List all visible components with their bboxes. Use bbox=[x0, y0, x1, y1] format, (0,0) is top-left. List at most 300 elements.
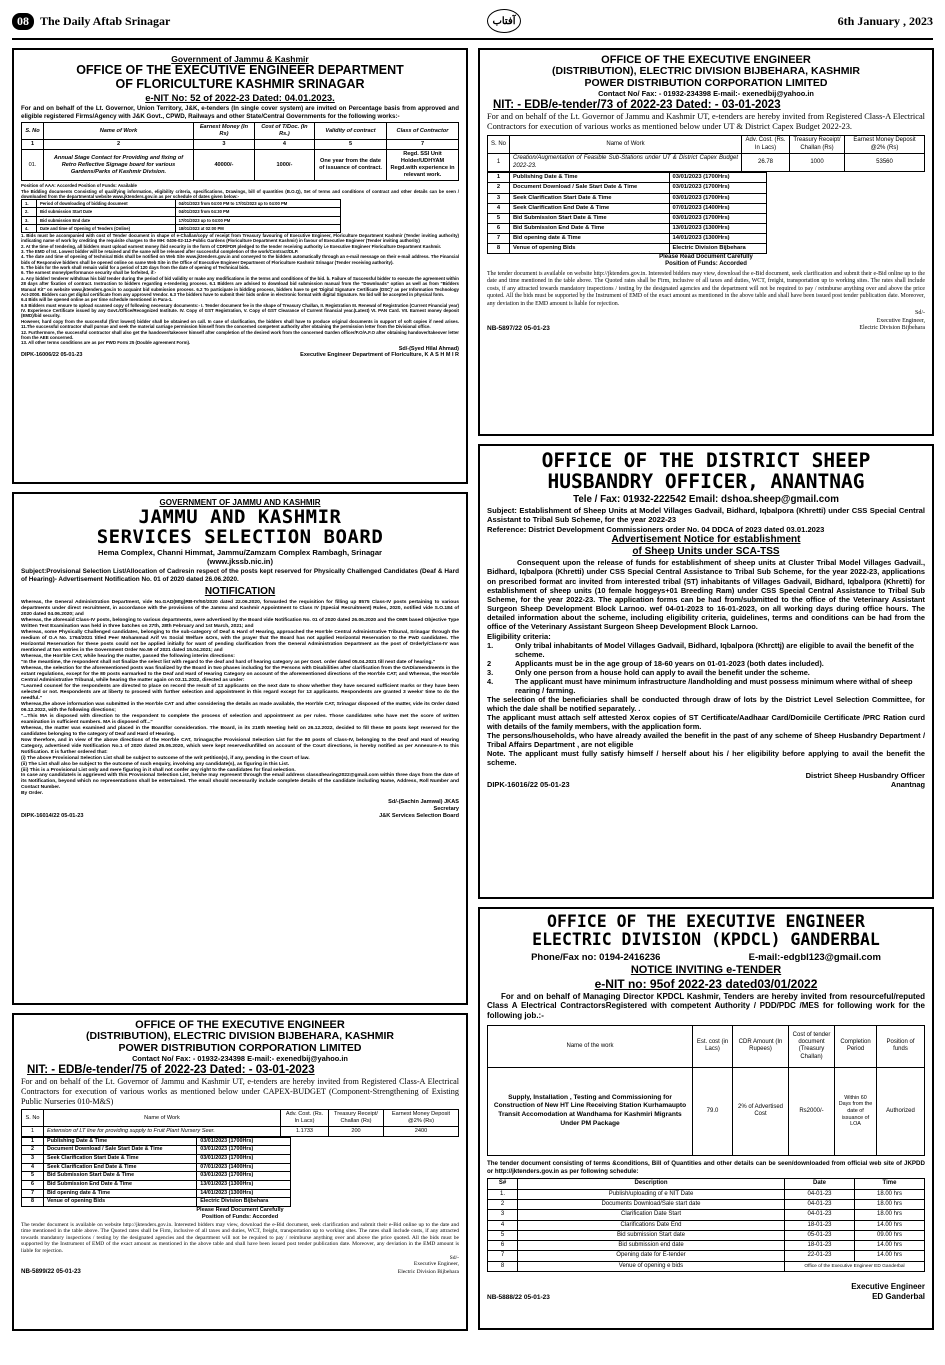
condition-item: 2. At the time of tendering, all bidders must upload earnest money /bid security in the form of CDR/FDR pledged to the tender receiving authority i.e Executive Engineer Floriculture Department Kashmir. bbox=[21, 243, 442, 249]
table-cell: 09.00 hrs bbox=[855, 1230, 925, 1240]
table-cell: Opening date for E-tender bbox=[518, 1251, 785, 1261]
table-row bbox=[488, 1261, 925, 1271]
newspaper-logo: آفتاب bbox=[487, 9, 521, 33]
paragraph: Whereas, the aforesaid Class-IV posts, belonging to various departments, were advertised by the Board vide Notification No. 01 of 2020 dated 26.06.2020 and the OMR based Objective Type Written Test Examination was held in three batches on 27th, 28th February and 1st March, 2021; and bbox=[21, 617, 459, 629]
by-order: By Order. bbox=[21, 791, 44, 797]
table-cell: 5 bbox=[488, 1230, 518, 1240]
table-cell: Rs2000/- bbox=[789, 1067, 835, 1155]
table-row bbox=[488, 1210, 925, 1220]
table-cell: 04-01-23 bbox=[785, 1210, 855, 1220]
table-row bbox=[22, 200, 341, 208]
notification-heading: NOTIFICATION bbox=[204, 585, 276, 597]
table-cell: 6 bbox=[488, 1241, 518, 1251]
table-header: S. No bbox=[22, 1110, 44, 1127]
ad-title: (DISTRIBUTION), ELECTRIC DIVISION BIJBEHARA, KASHMIR bbox=[551, 65, 860, 78]
table-cell: 03/01/2023 (1700Hrs) bbox=[669, 193, 766, 203]
table-cell: Bid Submission Start Date & Time bbox=[510, 213, 670, 223]
table-cell: 5 bbox=[315, 140, 387, 150]
table-cell: 2 bbox=[488, 1199, 518, 1209]
paragraph: "Learned counsel for the respondents are directed to place on record the result of 13 applicants on the next date to show whether they have secured sufficient marks or they have been selected or not. Respondents are at liberty to proceed with further selection and appointment in this regard except for 13 applicants. Respondents are granted 3 weeks' time to do the needful." bbox=[21, 683, 459, 701]
table-row bbox=[22, 1198, 291, 1207]
funds-status: Position of Funds: Accorded bbox=[201, 1213, 279, 1220]
table-header: S. No bbox=[22, 123, 44, 140]
ad-title: OF FLORICULTURE KASHMIR SRINAGAR bbox=[115, 77, 365, 92]
table-row bbox=[22, 1146, 291, 1155]
table-cell: 05-01-23 bbox=[785, 1230, 855, 1240]
table-cell: Bid submission Start Date bbox=[37, 208, 176, 216]
signatory-org: Electric Division Bijbehara bbox=[397, 1269, 459, 1276]
table-cell: 14.00 hrs bbox=[855, 1220, 925, 1230]
intro-text: For and on behalf of the Lt. Governor of Jammu and Kashmir UT, e-tenders are hereby invited from Registered Class-A Electrical Contractors for execution of various works as mentioned below under UT & District Capex Budget 2022-23. bbox=[487, 112, 925, 132]
paragraph: Whereas, the matter was examined and placed in the Boardfor consideration. The Board, in its 216th Meeting held on 26.12.2022, decided to fill these 80 posts kept reserved for the candidates belonging to the category of Deaf and Hard of Hearing. bbox=[21, 725, 459, 737]
table-row bbox=[488, 1189, 925, 1199]
table-cell: 03/01/2023 (1700Hrs) bbox=[197, 1172, 291, 1181]
table-header: Name of Work bbox=[44, 1110, 281, 1127]
table-cell: 07/01/2023 (1400Hrs) bbox=[197, 1163, 291, 1172]
table-cell: 1 bbox=[488, 173, 510, 183]
ad-bijbehara-75 bbox=[12, 1013, 468, 1331]
condition-item: 3. The EMD of Ist. Lowest bidder will be retained and the same will be released after successful completion of the work/Contract/DLP. bbox=[21, 248, 299, 254]
table-cell: 40000/- bbox=[194, 150, 255, 181]
list-item: (i) The above Provisional Selection List shall be subject to outcome of the writ petition(s), if any, pending in the Court of law. bbox=[21, 755, 310, 761]
condition-item: 12. Furthermore, the successful contractor shall also get the handover/takeover himself after completion of the desired work from the concerned Garden officer/F.O/A.F.O after obtaining handover/takeover letter from the AEE concerned. bbox=[21, 329, 459, 340]
table-row bbox=[488, 243, 767, 253]
list-item: 4. The applicant must have minimum infrastructure /landholding and must possess minimum where withal of sheep rearing / farming. bbox=[487, 676, 913, 695]
table-cell: Supply, Installation , Testing and Commissioning for Construction of New HT Line Receiving Station Kurhamaupto Transit Accomodation at Wandhama for Kashmiri Migrants Under PM Package bbox=[488, 1067, 693, 1155]
newspaper-name: The Daily Aftab Srinagar bbox=[40, 13, 171, 28]
table-cell: 6 bbox=[22, 1181, 44, 1190]
signatory-title: Executive Engineer, bbox=[413, 1261, 459, 1268]
intro-text: For and on behalf of the Lt. Governor of Jammu and Kashmir UT, e-tenders are hereby invited from Registered Class-A Electrical Contractors for execution of various works as mentioned below under CAPEX-BUDGET (Component-Strengthening of Existing Public Nurseries 010-M&S) bbox=[21, 1077, 459, 1106]
list-item: In case any candidate/s is aggrieved with this Provisional Selection List, he/she may represent through the email address class4hearing2022@gmail.com within three days from the date of its Notification, beyond which no representations shall be entertained. The email should necessarily include complete details of the candidate including Name, Address, Roll Number and Contact Number. bbox=[21, 773, 459, 791]
table-header: Validity of contract bbox=[315, 123, 387, 140]
address: Hema Complex, Channi Himmat, Jammu/Zamzam Complex Rambagh, Srinagar bbox=[98, 547, 382, 557]
table-row bbox=[22, 150, 459, 181]
table-cell: 04-01-23 bbox=[785, 1199, 855, 1209]
table-cell: Venue of opening e bids bbox=[518, 1261, 785, 1271]
tender-note: The tender document consisting of terms &conditions, Bill of Quantities and other details can be seen/downloaded from official web site of JKPDD or http://jktenders.gov.in as per following schedule: bbox=[487, 1159, 925, 1175]
table-cell: Bid Submission Start Date & Time bbox=[44, 1172, 197, 1181]
ad-title: OFFICE OF THE EXECUTIVE ENGINEER bbox=[601, 54, 811, 66]
table-cell: 1. bbox=[488, 1189, 518, 1199]
table-cell: 13/01/2023 (1300Hrs) bbox=[197, 1181, 291, 1190]
paragraph: Whereas, some Physically Challenged candidates, belonging to the sub-category of Deaf & Hard of Hearing, approached the Hon'ble Central Administrative Tribunal, Srinagar through the medium of O.A No. 1764/2021 titled Peer Mohammad Arif Vs Social Welfare &Ors, with the prayer that the Board has not applied Horizontal Reservation to the PwD candidates. The Horizontal Reservation for these posts could not be applied initially for want of pending clarification from the General Administration Department as the post of Orderly/Class-IV was mentioned at two entries in the Government Order No.59 of 2021 dated 15.04.2021; and bbox=[21, 629, 459, 653]
table-cell: Document Download / Sale Start Date & Time bbox=[44, 1146, 197, 1155]
table-cell: 4 bbox=[488, 1220, 518, 1230]
table-cell: 2 bbox=[488, 183, 510, 193]
schedule-table bbox=[487, 172, 767, 254]
ad-title: SERVICES SELECTION BOARD bbox=[96, 525, 384, 548]
ad-title: POWER DISTRIBUTION CORPORATION LIMITED bbox=[584, 76, 828, 89]
table-cell: 7 bbox=[488, 233, 510, 243]
table-cell: Annual Stage Contact for Providing and fixing of Retro Reflective Signage board for various Gardens/Parks of Kashmir Division. bbox=[44, 150, 194, 181]
read-notice: Please Read Document Carefully bbox=[196, 1207, 284, 1214]
table-row bbox=[488, 1241, 925, 1251]
signature: Sd/-(Syed Hilal Ahmad) bbox=[398, 345, 459, 352]
table-cell: Venue of opening Bids bbox=[510, 243, 670, 253]
table-cell: Bid submission End date bbox=[37, 216, 176, 224]
paragraph: The applicant must attach self attested Xerox copies of ST Certificate/Aadhaar Card/Domicile Certificate /PRC Ration curd with details of the family members, with the application form. bbox=[487, 713, 925, 732]
table-row bbox=[488, 1199, 925, 1209]
gov-heading: Government of Jammu & Kashmir bbox=[171, 54, 309, 64]
condition-item: 6.4 Bids will be opened online as per time schedule mentioned in Para-1. bbox=[21, 297, 173, 303]
table-cell: 13/01/2023 (1300Hrs) bbox=[669, 223, 766, 233]
table-row bbox=[22, 1172, 291, 1181]
table-cell: Bid opening date & Time bbox=[44, 1189, 197, 1198]
bidding-text: The Bidding documents Consisting of qualifying information, eligibility criteria, specifications, Drawings, bill of quantities (B.O.Q), Set of terms and conditions of contract and other details can be seen / downloaded from the departmental website www.jktenders.gov.in as per schedule of dates given below:- bbox=[21, 188, 459, 199]
table-header: Adv. Cost. (Rs. In Lacs) bbox=[742, 136, 790, 154]
table-cell: 2 bbox=[22, 1146, 44, 1155]
nit-number: e-NIT no: 95of 2022-23 dated03/01/2022 bbox=[594, 976, 818, 991]
table-cell: 14/01/2023 (1300Hrs) bbox=[669, 233, 766, 243]
table-row bbox=[22, 1163, 291, 1172]
table-cell: 4. bbox=[22, 224, 37, 232]
criteria-list bbox=[487, 641, 925, 695]
intro-text: For and on behalf of the Lt. Governor, Union Territory, J&K, e-tenders (In single cover system) are invited on Percentage basis from approved and eligible registered Firms/Agency with J&K Govt., CPWD, Railways and other State/Central Governments for the following works:- bbox=[21, 105, 459, 120]
table-row bbox=[22, 1126, 459, 1136]
table-row bbox=[22, 216, 341, 224]
ad-title: OFFICE OF THE EXECUTIVE ENGINEER bbox=[547, 912, 865, 931]
signatory-org: Electric Division Bijbehara bbox=[859, 325, 925, 332]
table-row bbox=[488, 213, 767, 223]
table-cell: 3 bbox=[488, 193, 510, 203]
read-notice: Please Read Document Carefully bbox=[659, 253, 753, 260]
list-item: 3. Only one person from a house hold can apply to avail the benefit under the scheme. bbox=[487, 667, 810, 677]
table-cell: 8 bbox=[488, 243, 510, 253]
dipk-number: DIPK-16016/22 05-01-23 bbox=[487, 780, 570, 790]
nb-number: NB-5899/22 05-01-23 bbox=[21, 1268, 81, 1276]
table-cell: 3 bbox=[194, 140, 255, 150]
table-cell: Documents Download/Sale start date bbox=[518, 1199, 785, 1209]
signatory: Executive Engineer Department of Floriculture, K A S H M I R bbox=[300, 352, 459, 359]
table-header: Treasury Receipt/ Challan (Rs) bbox=[329, 1110, 384, 1127]
website: (www.jkssb.nic.in) bbox=[207, 556, 273, 566]
ad-title: OFFICE OF THE EXECUTIVE ENGINEER bbox=[135, 1019, 345, 1031]
notification-body bbox=[21, 600, 459, 797]
table-cell: 4 bbox=[488, 203, 510, 213]
table-cell: 79.0 bbox=[693, 1067, 733, 1155]
aaa-status: Position of AAA: Accorded Position of Funds: Available bbox=[21, 183, 137, 189]
table-cell: Date and time of Opening of Tenders (Online) bbox=[37, 224, 176, 232]
ad-title: (DISTRIBUTION), ELECTRIC DIVISION BIJBEHARA, KASHMIR bbox=[85, 1030, 394, 1043]
table-cell: 200 bbox=[329, 1126, 384, 1136]
notice-heading: NOTICE INVITING e-TENDER bbox=[630, 963, 782, 976]
schedule-table bbox=[21, 199, 341, 233]
table-cell: 14.00 hrs bbox=[855, 1241, 925, 1251]
table-cell: 01. bbox=[22, 150, 44, 181]
table-cell: Venue of opening Bids bbox=[44, 1198, 197, 1207]
table-cell: 1000 bbox=[790, 154, 845, 172]
paragraph: Whereas,the above information was submitted in the Hon'ble CAT and after considering the details as made available, the Hon'ble CAT, Srinagar disposed of the matter, vide its Order dated 06.12.2022, with the following directions; bbox=[21, 701, 459, 713]
table-cell: Seek Clarification End Date & Time bbox=[44, 1163, 197, 1172]
table-cell: Within 60 Days from the date of issuance of LOA bbox=[835, 1067, 877, 1155]
paragraph: The persons/households, who have already availed the benefit in the past of any scheme of Sheep Husbandry Department / Tribal Affairs Department , are not eligible bbox=[487, 731, 925, 750]
terms-text bbox=[487, 695, 925, 767]
table-cell: 7 bbox=[488, 1251, 518, 1261]
condition-item: 6. The earnest money/performance security shall be forfeited, if:- bbox=[21, 270, 157, 276]
tender-note: The tender document is available on website http://jktenders.gov.in. Interested bidders may view, download the e-Bid document, seek clarification and submit their e-Bid online up to the date and time mentioned in the table above. The Quoted rates shall be Firm, inclusive of all taxes and duties, WCT, freight, transportation up to working sites. The rates shall include costs, if any attracted towards mandatory inspections / testing by the designated agencies and the department will not be required to pay / reimburse anything over and above the price quoted. All the bids must be supported by the Instrument of EMD of the exact amount as mentioned in the above table and shall have been issued post tender publication date. Moreover, any deviation in the EMD amount is liable for rejection. bbox=[21, 1221, 459, 1255]
tender-note: The tender document is available on website http://jktenders.gov.in. Interested bidders may view, download the e-Bid document, seek clarification and submit their e-Bid online up to the date and time mentioned in the table above. The Quoted rates shall be Firm, inclusive of all taxes and duties, WCT, freight, transportation up to working sites. The rates shall include costs, if any attracted towards mandatory inspections / testing by the designated agencies and the department will not be required to pay / reimburse anything over and above the price quoted. All the bids must be supported by the Instrument of EMD of the exact amount as mentioned in the above table and shall have been issued post tender publication date. Moreover, any deviation in the EMD amount is liable for rejection. bbox=[487, 270, 925, 307]
intro-text: For and on behalf of Managing Director KPDCL Kashmir, Tenders are hereby invited from resourceful/reputed Class A Electrical ContractorsRegistered with competent Authority / PDD/PDC /MES for following work for the following job.:- bbox=[487, 991, 925, 1021]
issue-date: 6th January , 2023 bbox=[837, 13, 933, 28]
nit-number: e-NIT No: 52 of 2022-23 Dated: 04.01.2023. bbox=[145, 92, 335, 104]
table-cell: 8 bbox=[22, 1198, 44, 1207]
table-cell: Publishing Date & Time bbox=[510, 173, 670, 183]
reference: Reference: District Development Commissioners order No. 04 DDCA of 2023 dated 03.01.2023 bbox=[487, 524, 825, 534]
table-header: Cost of tender document (Treasury Challan) bbox=[789, 1025, 835, 1067]
table-header: Treasury Receipt/ Challan (Rs) bbox=[790, 136, 845, 154]
table-row bbox=[22, 224, 341, 232]
table-header: Name of Work bbox=[44, 123, 194, 140]
ad-ganderbal bbox=[478, 907, 934, 1330]
table-cell: 14/01/2023 (1300Hrs) bbox=[197, 1189, 291, 1198]
condition-item: 5. The bids for the work shall remain valid for a period of 120 days from the date of opening of Technical bids. bbox=[21, 265, 250, 271]
condition-item: 4. The date and time of opening of technical Bids shall be notified on Web Site www.jktenders.gov.in and conveyed to the bidders automatically through an e-mail message on their e-mail address. The Financial bids of Responsive bidders shall be opened online on same Web Site in the Office of Executive Engineer Department of Floriculture Kashmir Srinagar (Tender receiving authority). bbox=[21, 254, 459, 265]
table-cell: 22-01-23 bbox=[785, 1251, 855, 1261]
table-cell: 18-01-23 bbox=[785, 1220, 855, 1230]
table-cell: 04-01-23 bbox=[785, 1189, 855, 1199]
table-row bbox=[488, 154, 925, 172]
table-header: S# bbox=[488, 1179, 518, 1189]
list-item: 2 Applicants must be in the age group of 18-60 years on 01-01-2023 (both dates included). bbox=[487, 658, 824, 668]
table-header: Earnest Money Deposit @2% (Rs) bbox=[845, 136, 925, 154]
table-header: Adv. Cost. (Rs. In Lacs) bbox=[281, 1110, 329, 1127]
table-cell: 1.1733 bbox=[281, 1126, 329, 1136]
works-table bbox=[21, 1109, 459, 1136]
paragraph: "In the meantime, the respondent shall not finalize the select list with regard to the deaf and hard of hearing category as per Govt. order dated 05.04.2021 till next date of hearing." bbox=[21, 659, 436, 665]
table-cell: 8 bbox=[488, 1261, 518, 1271]
table-cell: Regd. SSI Unit Holder/UDHYAM Regd.with experience in relevant work. bbox=[387, 150, 459, 181]
table-cell: 5 bbox=[22, 1172, 44, 1181]
table-header: Est. cost (in Lacs) bbox=[693, 1025, 733, 1067]
table-cell: Bid opening date & Time bbox=[510, 233, 670, 243]
page-header bbox=[12, 4, 933, 40]
funds-status: Position of Funds: Accorded bbox=[665, 261, 747, 268]
condition-item: 13. All other terms conditions are as per PWD Form 25 (Double agreement Form). bbox=[21, 340, 191, 346]
table-cell: Seek Clarification End Date & Time bbox=[510, 203, 670, 213]
table-cell: 18.00 hrs bbox=[855, 1199, 925, 1209]
table-cell: Clarifications Date End bbox=[518, 1220, 785, 1230]
table-cell: Clarification Date Start bbox=[518, 1210, 785, 1220]
ad-title: ELECTRIC DIVISION (KPDCL) GANDERBAL bbox=[532, 930, 880, 950]
table-cell: 1000/- bbox=[254, 150, 314, 181]
table-cell: 1 bbox=[488, 154, 510, 172]
table-row bbox=[488, 1220, 925, 1230]
condition-item: 6.5 Bidders must ensure to upload scanned copy of following necessary documents:- I. Tender document fee in the shape of Treasury Challan, II. Registration III. Renewal of Registration (Current Financial year) IV. Experience Certificate issued by any Govt./Office/Recognized Institute. IV. Copy of GST Registration, V. Copy of GST Clearance of Current financial year.(Latest) VI. PAN Card. VII. Earnest money deposit (EMD)/bid security. bbox=[21, 302, 459, 319]
table-header: S. No bbox=[488, 136, 510, 154]
paragraph: Note. The applicant must fully satisfy himself / herself about his / her eligibility before applying to avail the benefit the scheme. bbox=[487, 749, 925, 768]
table-row bbox=[22, 1189, 291, 1198]
table-cell: 03/01/2023 (1700Hrs) bbox=[197, 1155, 291, 1164]
table-cell: 18/01/2023 at 02:00 PM bbox=[175, 224, 340, 232]
table-cell: 7 bbox=[387, 140, 459, 150]
schedule-table bbox=[21, 1137, 291, 1207]
dipk-number: DIPK-16014/22 05-01-23 bbox=[21, 813, 84, 820]
table-header: Time bbox=[855, 1179, 925, 1189]
table-header: Class of Contractor bbox=[387, 123, 459, 140]
eligibility-heading: Eligibility criteria: bbox=[487, 631, 551, 641]
signatory-title: District Sheep Husbandry Officer bbox=[805, 771, 925, 781]
email-address: E-mail:-edgbl123@gmail.com bbox=[748, 951, 881, 963]
gov-heading: GOVERNMENT OF JAMMU AND KASHMIR bbox=[159, 498, 321, 507]
table-cell: 53560 bbox=[845, 154, 925, 172]
table-header: Date bbox=[785, 1179, 855, 1189]
schedule-table bbox=[487, 1178, 925, 1272]
table-row bbox=[488, 1230, 925, 1240]
table-cell: Creation/Augmentation of Feasible Sub-Stations under UT & District Capex Budget 2022-23. bbox=[510, 154, 742, 172]
table-cell: Bid submission Start date bbox=[518, 1230, 785, 1240]
table-cell: Bid Submission End Date & Time bbox=[510, 223, 670, 233]
table-cell: Bid Submission End Date & Time bbox=[44, 1181, 197, 1190]
table-header: Earnest Money (In Rs) bbox=[194, 123, 255, 140]
table-row bbox=[488, 233, 767, 243]
list-item: (ii) The List shall also be subject to the outcome of such enquiry, involving any candidate(s), as figuring in this List. bbox=[21, 761, 290, 767]
signature: Sd/- bbox=[449, 1254, 459, 1261]
ad-sheep-husbandry bbox=[478, 444, 934, 899]
dipk-number: DIPK-16006/22 05-01-23 bbox=[21, 352, 83, 359]
table-cell: Electric Division Bijbehara bbox=[197, 1198, 291, 1207]
works-table bbox=[487, 1025, 925, 1156]
table-cell: 18-01-23 bbox=[785, 1241, 855, 1251]
subject: Subject: Establishment of Sheep Units at Model Villages Gadvail, Bidhard, Iqbalpora (Khretti) under CSS Special Central Assistant to Tribal Sub Scheme, for the year 2022-23 bbox=[487, 506, 925, 525]
table-header: Completion Period bbox=[835, 1025, 877, 1067]
table-cell: 3. bbox=[22, 216, 37, 224]
table-cell: Authorized bbox=[877, 1067, 925, 1155]
table-cell: 03/01/2023 (1700Hrs) bbox=[197, 1146, 291, 1155]
table-row bbox=[488, 223, 767, 233]
condition-item: However, hard copy from the successful (first lowest) bidder shall be obtained on call. In case of clarification, the bidders shall have to produce original documents in support of soft copies if need arises. 11.The successful contractor shall pursue and seek the material carriage permission himself from the concerned competent authority after obtaining the permission letter from the Divisional office. bbox=[21, 318, 459, 330]
paragraph: "...This MA is disposed with direction to the respondent to complete the process of selection and appointment as per rules. Those candidates who have met the score of written examination in sufficient numbers. MA is disposed off..." bbox=[21, 713, 459, 725]
table-header: Name of Work bbox=[510, 136, 742, 154]
contact-info: Contact No/ Fax: - 01932-234398 E-mail:- exenedbij@yahoo.in bbox=[132, 1054, 348, 1064]
ad-title: HUSBANDRY OFFICER, ANANTNAG bbox=[547, 470, 865, 494]
table-header: Name of the work bbox=[488, 1025, 693, 1067]
paragraph: The selection of the beneficiaries shall be conducted through draw of lots by the District Level Selection Committee, for which the dale shall be notified separately. . bbox=[487, 694, 925, 713]
conditions-list bbox=[21, 233, 459, 346]
phone-number: Phone/Fax no: 0194-2416236 bbox=[531, 951, 661, 963]
table-cell: 07/01/2023 (1400Hrs) bbox=[669, 203, 766, 213]
ad-title: POWER DISTRIBUTION CORPORATION LIMITED bbox=[118, 1041, 362, 1054]
signature: Sd/- bbox=[914, 310, 925, 317]
table-header: Earnest Money Deposit @2% (Rs) bbox=[384, 1110, 459, 1127]
ad-floriculture bbox=[12, 48, 468, 484]
table-row bbox=[22, 1181, 291, 1190]
paragraph: Whereas, the Hon'ble CAT, while hearing the matter, passed the following interim directions: bbox=[21, 653, 235, 659]
table-row bbox=[488, 1067, 925, 1155]
table-cell: 04/01/2023 from 04:30 PM bbox=[175, 208, 340, 216]
ad-bijbehara-73 bbox=[478, 48, 934, 436]
table-row bbox=[22, 208, 341, 216]
subject: Subject:Provisional Selection List/Allocation of Cadresin respect of the posts kept reserved for Physically Challenged Candidates (Deaf & Hard of Hearing)- Advertisement Notification No. 01 of 2020 dated 26.06.2020. bbox=[21, 568, 459, 583]
paragraph: Now therefore, and in view of the above directions of the Hon'ble CAT, Srinagar,the Provisional Selection List for the 80 posts of Class-IV, belonging to the Deaf and Hard of Hearing Category, advertised vide Notification No.1 of 2020 dated 26.06.2020, which were kept reserved/unfilled on account of the Court directions, is hereby notified as per Annexure-A to this Notification. It is further ordered that: bbox=[21, 737, 459, 755]
table-cell: Electric Division Bijbehara bbox=[669, 243, 766, 253]
notice-heading: Advertisement Notice for establishment bbox=[611, 533, 801, 545]
table-cell: 3 bbox=[22, 1155, 44, 1164]
table-cell: 17/01/2023 up to 04:00 PM bbox=[175, 216, 340, 224]
table-row bbox=[488, 1251, 925, 1261]
nit-number: NIT: - EDB/e-tender/75 of 2022-23 Dated: - 03-01-2023 bbox=[27, 1064, 315, 1077]
contact-info: Tele / Fax: 01932-222542 Email: dshoa.sheep@gmail.com bbox=[573, 494, 839, 506]
list-item: 1. Only tribal inhabitants of Model Villages Gadvail, Bidhard, Iqbalpora (Khrcttj) are eligible to avail the benefit of the scheme. bbox=[487, 640, 915, 659]
paragraph: Whereas, the General Administration Department, vide No.GAD(Mtg)RB-IV/50/2020 dated 22.06.2020, forwarded the requisition for filling up 8575 Class-IV posts pertaining to various departments under direct recruitment, in accordance with the provisions of the Jammu and Kashmir Appointment to Class IV (Special Recruitment) Rules, 2020, notified vide S.O.184 of 2020 dated 04.06.2020; and bbox=[21, 599, 459, 617]
notice-heading: of Sheep Units under SCA-TSS bbox=[632, 545, 780, 557]
table-cell: 5 bbox=[488, 213, 510, 223]
table-cell: Period of downloading of bidding document bbox=[37, 200, 176, 208]
contact-info: Contact No/ Fax: - 01932-234398 E-mail:- exenedbij@yahoo.in bbox=[598, 89, 814, 99]
signatory-title: Executive Engineer, bbox=[876, 317, 925, 324]
table-cell: Bid submission end date bbox=[518, 1241, 785, 1251]
table-cell: 1 bbox=[22, 1126, 44, 1136]
table-cell: Publishing Date & Time bbox=[44, 1137, 197, 1146]
main-paragraph: Consequent upon the release of funds for establishment of sheep units at Cluster Tribal Model Villages Gadvail., Bidhard, Iqbalpora (Khretti) under CSS Special Central Assistance to Tribal Sub Scheme, for the year 2022-23, applications on prescribed format arc invited from interested tribal (ST) inhabitants of Villages Gadvail, Bidhard, Iqbalpora (Khretti) for establishment of sheep units (10 female hoggeys+01 Breeding Ram) under CSS Special Central Assistance to Tribal Sub Scheme, for the year 2022-23. The application forms can be had from/submitted to the office of the Veterinary Assistant Surgeon Sheep Development Block Larnoo. wef 04-01-2023 to 16-01-2023, on all working days during office hours. The detailed information about the scheme, including eligibility criteria, guidelines, terms and conditions can be had from the office of the Veterinary Assistant Surgeon Sheep Development Block Larnoo. bbox=[487, 558, 925, 632]
table-cell: 03/01/2023 (1700Hrs) bbox=[669, 183, 766, 193]
table-cell: 7 bbox=[22, 1189, 44, 1198]
table-cell: 2 bbox=[44, 140, 194, 150]
table-cell: 4 bbox=[22, 1163, 44, 1172]
signatory-org: ED Ganderbal bbox=[872, 1291, 925, 1301]
works-table bbox=[487, 135, 925, 172]
paragraph: Whereas, the selection for the aforementioned posts was finalized by the Board in two phases including for the Persons with Disabilities after clarification from the GAD/amendments in the extant regulations, except for the 80 posts earmarked to the Deaf and Hard of Hearing Category on account of the aforementioned directions of the Hon'ble CAT; and Whereas, the Hon'ble Central Administrative Tribunal, while hearing the matter again on 03.11.2022, directed as under: bbox=[21, 665, 459, 683]
table-cell: 4 bbox=[254, 140, 314, 150]
nb-number: NB-5888/22 05-01-23 bbox=[487, 1293, 550, 1301]
table-cell: 2% of Advertised Cost bbox=[733, 1067, 789, 1155]
signature: Sd/-(Sachin Jamwal) JKAS bbox=[388, 799, 459, 806]
table-cell: 2. bbox=[22, 208, 37, 216]
table-cell: 2400 bbox=[384, 1126, 459, 1136]
table-header: Cost of T/Doc. (In Rs.) bbox=[254, 123, 314, 140]
table-cell: Publish/uploading of e NIT Date bbox=[518, 1189, 785, 1199]
condition-item: a. Any bidder/ tenderer withdraw his bid/ tender during the period of bid validity or make any modifications in the terms and conditions of the bid. b. Failure of Successful bidder to execute the agreement within 28 days after fixation of contract. Instruction to bidders regarding e-tendering process. 6.1 Bidders are advised to download bid submission manual from the "Downloads" option as well as from "Bidders Manual Kit" on website www.jktenders.gov.in to acquaint bid submission process. 6.2 To participate in bidding process, bidders have to get 'Digital Signature Certificate (DSC)' as per Information Technology Act-2000. Bidders can get digital certificate from any approved Vendor. 6.3 The bidders have to submit their bids online in electronic format with digital Signature. No bid will be accepted in physical form. bbox=[21, 275, 459, 297]
signatory-title: Executive Engineer bbox=[851, 1282, 925, 1292]
table-cell: 1. bbox=[22, 200, 37, 208]
table-cell: Seek Clarification Start Date & Time bbox=[510, 193, 670, 203]
table-cell: 14.00 hrs bbox=[855, 1251, 925, 1261]
table-row bbox=[488, 183, 767, 193]
table-row bbox=[22, 1137, 291, 1146]
table-cell: 18.00 hrs bbox=[855, 1189, 925, 1199]
table-row bbox=[488, 173, 767, 183]
table-cell: 03/01/2023 (1700Hrs) bbox=[669, 173, 766, 183]
table-cell: Extension of LT line for providing supply to Fruit Plant Nursery Seer. bbox=[44, 1126, 281, 1136]
table-cell: Document Download / Sale Start Date & Time bbox=[510, 183, 670, 193]
table-cell: 26.78 bbox=[742, 154, 790, 172]
list-item: (iii) This is a Provisional List only and mere figuring in it shall not confer any right to the candidates for final selection. bbox=[21, 767, 296, 773]
table-cell: One year from the date of issuance of contract. bbox=[315, 150, 387, 181]
nb-number: NB-5897/22 05-01-23 bbox=[487, 324, 550, 332]
signatory-place: Anantnag bbox=[890, 780, 925, 790]
table-cell: Office of the Executive Engineer ED Ganderbal bbox=[785, 1261, 925, 1271]
condition-item: 1. Bids must be accompanied with cost of Tender document in shape of e-Challan/copy of receipt from Treasury favouring of Executive Engineer, Floriculture Department Kashmir (Tender inviting authority) indicating name of work by crediting the requisite charges to the MH: 0406-02-112-Public Gardens (Floriculture Department Kashmir) in favour of Executive Engineer (Tender inviting authority) bbox=[21, 232, 459, 244]
table-cell: Seek Clarification Start Date & Time bbox=[44, 1155, 197, 1164]
table-header: Description bbox=[518, 1179, 785, 1189]
ad-title: OFFICE OF THE DISTRICT SHEEP bbox=[541, 449, 871, 472]
works-table bbox=[21, 122, 459, 181]
page-number: 08 bbox=[12, 13, 34, 30]
table-cell: 03/01/2023 (1700Hrs) bbox=[197, 1137, 291, 1146]
table-row bbox=[488, 203, 767, 213]
ad-title: JAMMU AND KASHMIR bbox=[138, 505, 342, 528]
table-cell: 1 bbox=[22, 1137, 44, 1146]
table-header: Position of funds bbox=[877, 1025, 925, 1067]
signatory-org: J&K Services Selection Board bbox=[379, 813, 459, 820]
nit-number: NIT: - EDB/e-tender/73 of 2022-23 Dated: - 03-01-2023 bbox=[493, 99, 781, 112]
ad-jkssb bbox=[12, 492, 468, 1005]
ad-title: OFFICE OF THE EXECUTIVE ENGINEER DEPARTMENT bbox=[76, 63, 404, 78]
table-cell: 04/01/2023 from 04:00 PM to 17/01/2023 up to 04:00 PM bbox=[175, 200, 340, 208]
table-cell: 3 bbox=[488, 1210, 518, 1220]
table-row bbox=[22, 1155, 291, 1164]
table-cell: 6 bbox=[488, 223, 510, 233]
